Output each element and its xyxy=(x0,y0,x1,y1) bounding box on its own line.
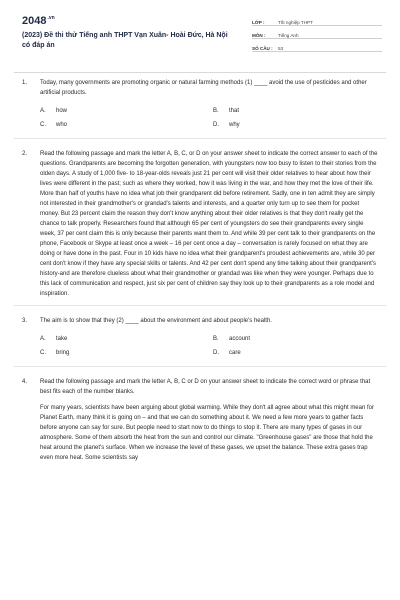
meta-label: LỚP : xyxy=(252,20,265,25)
option-text: account xyxy=(229,336,251,342)
answer-options xyxy=(40,104,378,132)
answer-options xyxy=(40,332,378,360)
option-letter: A. xyxy=(40,336,46,342)
meta-row-count xyxy=(252,42,382,52)
option-letter: A. xyxy=(40,108,46,114)
question-number: 4. xyxy=(22,379,28,385)
reading-passage: For many years, scientists have been arguing about global warming. While they don't all agree about what this might mean for Planet Earth, many think it is going on – and that we can do something about it. We need a few more years to gather facts before anyone can say for sure. But people need to start now to do things to stop it. There are many types of gases in our atmosphere. Some of them absorb the heat from the sun and control our climate. "Greenhouse gases" are those that hold the heat around the planet's surface. When we increase the level of these gases, we upset the balance. These extra gases trap even more heat. Some scientists say xyxy=(40,405,374,461)
meta-row-class xyxy=(252,16,382,26)
option-text: who xyxy=(56,122,68,128)
logo-suffix: .vn xyxy=(47,15,55,21)
option-text: care xyxy=(229,350,241,356)
option-a[interactable] xyxy=(40,104,213,118)
question-divider xyxy=(14,366,386,367)
question-divider xyxy=(14,305,386,306)
option-text: why xyxy=(229,122,240,128)
question-list xyxy=(0,78,400,463)
option-d[interactable] xyxy=(213,118,373,132)
option-letter: C. xyxy=(40,122,46,128)
question-text: The aim is to show that they (2) ____ about the environment and about people's health. xyxy=(40,318,272,324)
option-b[interactable] xyxy=(213,332,373,346)
meta-value: 53 xyxy=(278,46,284,51)
question-divider xyxy=(14,138,386,139)
question-4 xyxy=(0,377,400,463)
question-text: Read the following passage and mark the letter A, B, C, or D on your answer sheet to indicate the correct answer to each of the questions. Grandparents are becoming the forgotten generation, with youngsters now too busy to listen to their stories from the olden days. A study of 1,000 five- to 18-year-olds reveals just 21 per cent will visit their older relatives to hear about how their lives were different in the past; such as where they worked, how it was living in the war, and how they met the love of their life. More than half of youths have no idea what job their grandparent did before retirement. Sadly, one in ten admit they are simply not interested in their grandmother's or grandad's talents and interests, and a quarter only turn up to see them for pocket money. But 23 percent claim the reason they don't know anything about their older relatives is that they don't really get the chance to talk properly. Researchers found that although 65 per cent of youngsters do see their grandparents every single week, 37 per cent claim this is only because their parents want them to. And while 39 per cent talk to their grandparents on the phone, Facebook or Skype at least once a week – 16 per cent once a day – conversation is rarely focused on what they are doing or have done in the past. Four in 10 kids have no idea what their grandparent's proudest achievements are, while 30 per cent don't know if they have any special skills or talents. And 42 per cent don't spend any time talking about their grandparent's history-and are therefore clueless about what their grandmother or grandad was like when they were younger. Perhaps due to this lack of communication and respect, just six per cent of children say they look up to their grandparents as a role model and inspiration. xyxy=(40,151,378,297)
site-logo[interactable] xyxy=(22,15,55,27)
option-letter: B. xyxy=(213,108,219,114)
logo-text: 2048 xyxy=(22,15,47,27)
option-letter: C. xyxy=(40,350,46,356)
exam-title: (2023) Đề thi thử Tiếng anh THPT Vạn Xuân- Hoài Đức, Hà Nội có đáp án xyxy=(22,32,228,49)
meta-label: SỐ CÂU : xyxy=(252,46,273,51)
option-letter: B. xyxy=(213,336,219,342)
question-text: Read the following passage and mark the letter A, B, C or D on your answer sheet to indicate the correct word or phrase that best fits each of the number blanks. xyxy=(40,379,371,395)
option-a[interactable] xyxy=(40,332,213,346)
question-number: 2. xyxy=(22,151,28,157)
meta-row-subject xyxy=(252,29,382,39)
option-c[interactable] xyxy=(40,346,213,360)
question-1 xyxy=(0,78,400,132)
question-number: 3. xyxy=(22,318,28,324)
option-text: take xyxy=(56,336,68,342)
exam-meta xyxy=(252,16,382,55)
question-number: 1. xyxy=(22,80,28,86)
option-text: how xyxy=(56,108,68,114)
page-header xyxy=(0,0,400,70)
option-text: that xyxy=(229,108,240,114)
meta-label: MÔN : xyxy=(252,33,266,38)
question-text: Today, many governments are promoting organic or natural farming methods (1) ____ avoid the use of pesticides and other artificial products. xyxy=(40,80,367,96)
question-2 xyxy=(0,149,400,299)
header-divider xyxy=(14,72,386,73)
option-letter: D. xyxy=(213,122,219,128)
meta-value: Tốt nghiệp THPT xyxy=(278,20,313,25)
option-c[interactable] xyxy=(40,118,213,132)
option-d[interactable] xyxy=(213,346,373,360)
option-b[interactable] xyxy=(213,104,373,118)
option-letter: D. xyxy=(213,350,219,356)
option-text: bring xyxy=(56,350,70,356)
question-3 xyxy=(0,316,400,360)
meta-value: Tiếng Anh xyxy=(278,33,299,38)
